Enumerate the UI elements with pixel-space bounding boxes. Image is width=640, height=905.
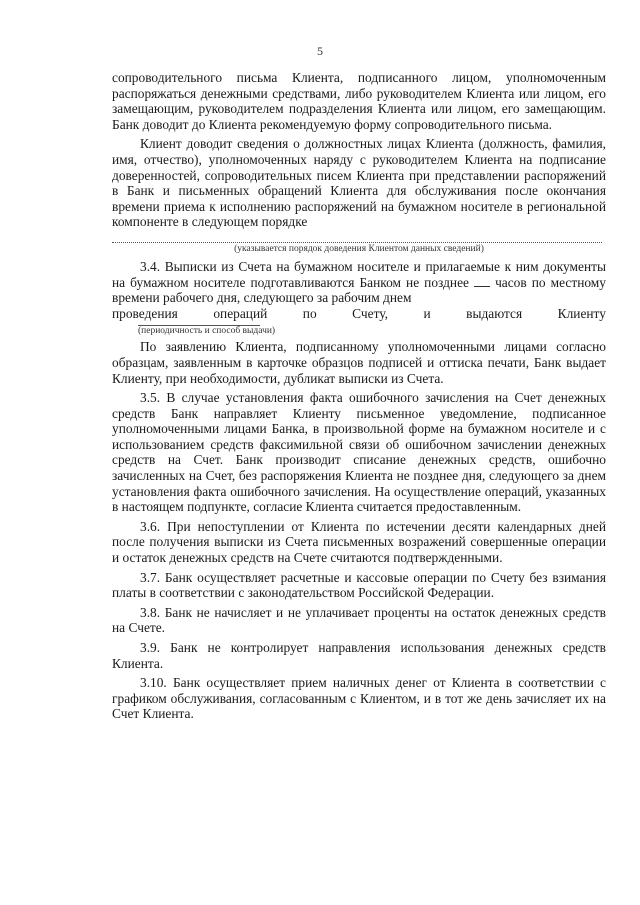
- word: и: [423, 305, 431, 321]
- word: проведения: [112, 305, 178, 321]
- paragraph-3-9: 3.9. Банк не контролирует направления использования денежных средств Клиента.: [112, 640, 606, 671]
- note-procedure: (указывается порядок доведения Клиентом данных сведений): [234, 243, 484, 254]
- paragraph-duplicate: По заявлению Клиента, подписанному уполномоченными лицами согласно образцам, заявленным в карточке образцов подписей и оттиска печати, Банк выдает Клиенту, при необходимости, дубликат выписки из Счета.: [112, 339, 606, 386]
- paragraph-3-7: 3.7. Банк осуществляет расчетные и кассовые операции по Счету без взимания платы в соответствии с законодательством Российской Федерации.: [112, 569, 606, 601]
- paragraph-cover-letter: сопроводительного письма Клиента, подписанного лицом, уполномоченным распоряжаться денежными средствами, либо руководителем Клиента или лицом, его замещающим, руководителем подразделения Клиента или лицом, его замещающим. Банк доводит до Клиента рекомендуемую форму сопроводительного письма.: [112, 70, 606, 132]
- note-periodicity-block: [112, 323, 606, 335]
- word: по: [302, 305, 317, 321]
- fill-in-line: [112, 230, 602, 243]
- word: Клиенту: [557, 305, 606, 321]
- document-body: [112, 70, 606, 722]
- page-number: 5: [317, 44, 323, 58]
- paragraph-3-4-text: 3.4. Выписки из Счета на бумажном носителе и прилагаемые к ним документы на бумажном носителе подготавливаются Банком не позднее: [112, 258, 606, 290]
- hours-blank: [474, 277, 490, 287]
- paragraph-officials: Клиент доводит сведения о должностных лицах Клиента (должность, фамилия, имя, отчество), уполномоченных наряду с руководителем Клиента на подписание доверенностей, сопроводительных писем Клиента при представлении распоряжений в Банк и письменных обращений Клиента для обслуживания после окончания времени приема к исполнению распоряжений на бумажном носителе в региональной компоненте в следующем порядке: [112, 136, 606, 230]
- word: операций: [213, 305, 268, 321]
- word: Счету,: [352, 305, 388, 321]
- paragraph-3-4-last-line: [112, 306, 606, 322]
- paragraph-3-5: 3.5. В случае установления факта ошибочного зачисления на Счет денежных средств Банк направляет Клиенту письменное уведомление, подписанное уполномоченными лицами Банка, в произвольной форме на бумажном носителе и с использованием средств факсимильной связи об ошибочном зачислении денежных средств на Счет. Банк производит списание денежных средств, ошибочно зачисленных на Счет, без распоряжения Клиента не позднее дня, следующего за днем установления факта ошибочного зачисления. На осуществление операций, указанных в настоящем подпункте, согласие Клиента считается предоставленным.: [112, 390, 606, 515]
- paragraph-3-6: 3.6. При непоступлении от Клиента по истечении десяти календарных дней после получения выписки из Счета письменных возражений совершенные операции и остаток денежных средств на Счете считаются подтвержденными.: [112, 518, 606, 566]
- paragraph-3-4: [112, 259, 606, 306]
- note-periodicity: (периодичность и способ выдачи): [138, 326, 276, 337]
- paragraph-3-10: 3.10. Банк осуществляет прием наличных денег от Клиента в соответствии с графиком обслуживания, согласованным с Клиентом, и в тот же день зачисляет их на Счет Клиента.: [112, 675, 606, 722]
- paragraph-3-8: 3.8. Банк не начисляет и не уплачивает проценты на остаток денежных средств на Счете.: [112, 604, 606, 636]
- paragraph-3-4-text-2: часов по местному времени рабочего дня, следующего за рабочим днем: [112, 274, 606, 306]
- word: выдаются: [466, 305, 523, 321]
